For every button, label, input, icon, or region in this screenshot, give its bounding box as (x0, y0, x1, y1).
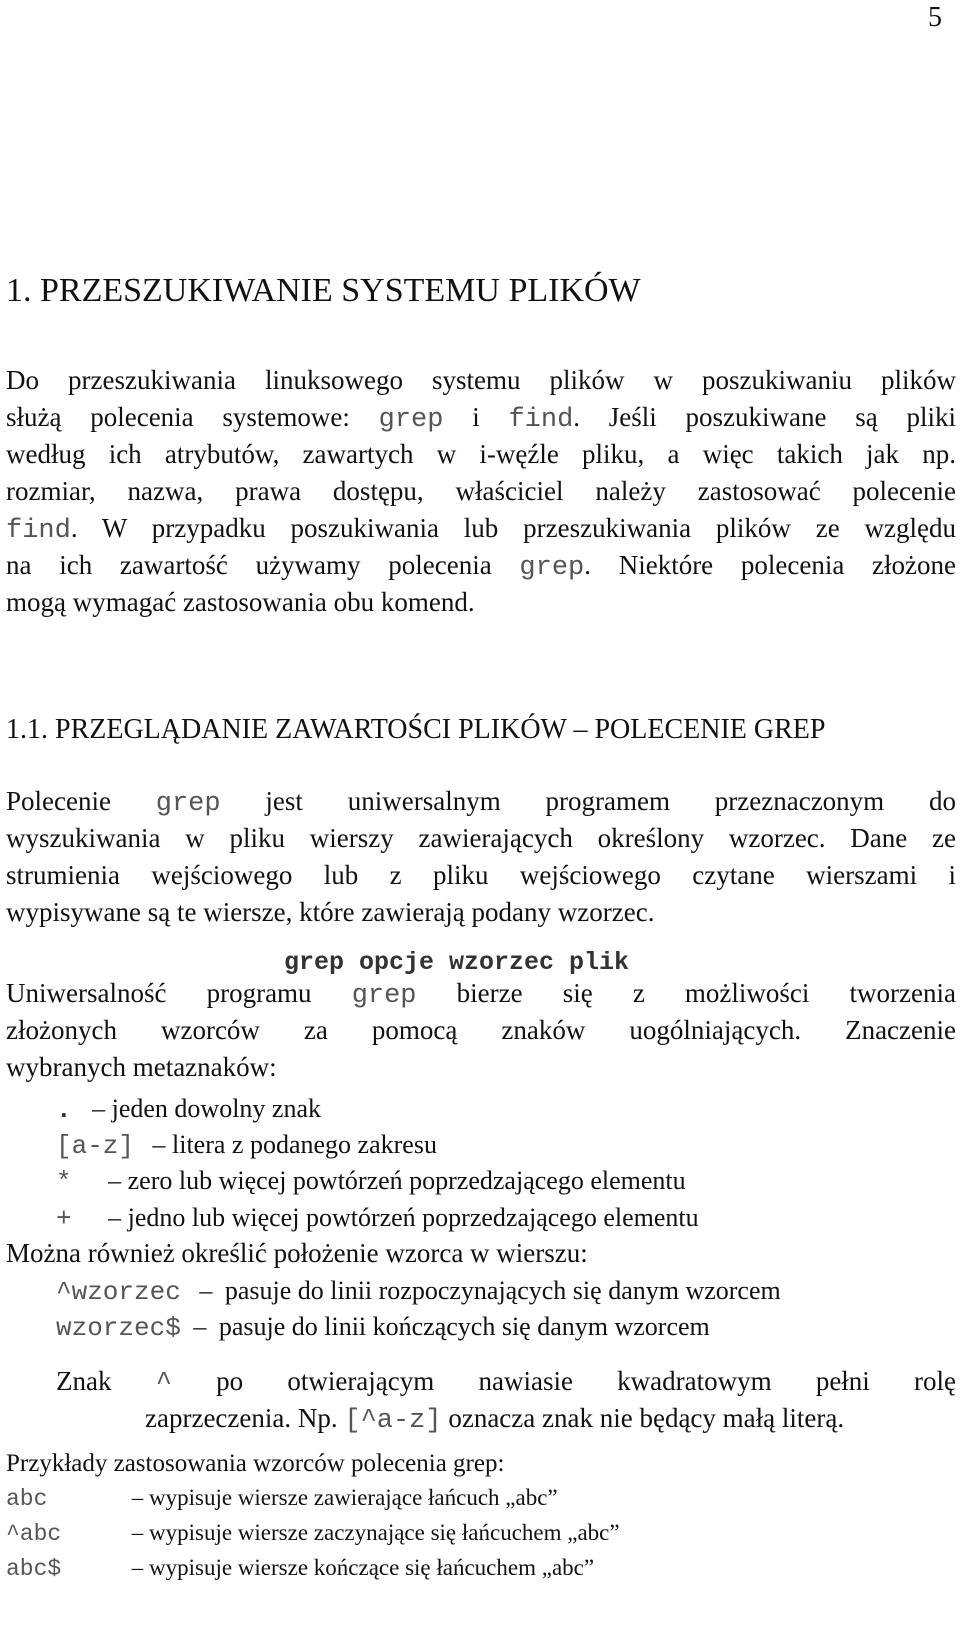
dash: – (131, 1485, 144, 1510)
list-item (56, 1276, 781, 1307)
anchor-desc: pasuje do linii kończących się danym wzorcem (218, 1312, 710, 1341)
note-line (56, 1366, 956, 1399)
text: . Jeśli poszukiwane są pliki (573, 402, 956, 432)
intro-line (6, 513, 956, 546)
text: Polecenie (6, 786, 156, 816)
text: bierze się z możliwości tworzenia (416, 978, 956, 1008)
univ-line: wybranych metaznaków: (6, 1052, 277, 1082)
desc-line: wyszukiwania w pliku wierszy zawierających określony wzorzec. Dane ze (6, 823, 956, 853)
desc-line: strumienia wejściowego lub z pliku wejściowego czytane wierszami i (6, 860, 956, 890)
text: jest uniwersalnym programem przeznaczonym do (220, 786, 956, 816)
page-number: 5 (928, 2, 942, 33)
syntax-line: grep opcje wzorzec plik (284, 948, 630, 977)
intro-line (6, 476, 956, 507)
section-title: 1. PRZESZUKIWANIE SYSTEMU PLIKÓW (6, 272, 641, 309)
examples-title: Przykłady zastosowania wzorców polecenia grep: (6, 1450, 505, 1477)
desc-line: wypisywane są te wiersze, które zawierają podany wzorzec. (6, 897, 655, 927)
univ-line (6, 978, 956, 1011)
text: oznacza znak nie będący małą literą. (441, 1403, 845, 1433)
desc-line (6, 786, 956, 819)
list-item (56, 1166, 686, 1197)
text: . Niektóre polecenia złożone (584, 550, 956, 580)
list-item (56, 1203, 699, 1234)
metachar-desc: litera z podanego zakresu (172, 1130, 437, 1159)
dash: – (199, 1276, 213, 1305)
dash: – (108, 1166, 122, 1195)
dash: – (193, 1312, 207, 1341)
dash: – (92, 1094, 106, 1123)
inline-code-grep: grep (155, 789, 221, 819)
list-item (56, 1312, 710, 1343)
text: służą polecenia systemowe: (6, 402, 379, 432)
text: Uniwersalność programu (6, 978, 352, 1008)
inline-code: ^ (155, 1369, 172, 1399)
metachar-desc: jeden dowolny znak (111, 1094, 321, 1123)
intro-line (6, 587, 475, 618)
list-item (56, 1094, 321, 1125)
example-row (6, 1555, 594, 1582)
text: Do przeszukiwania linuksowego systemu plików w poszukiwaniu plików (6, 365, 956, 395)
example-pattern: abc (6, 1486, 48, 1512)
text: według ich atrybutów, zawartych w i-węźle pliku, a więc takich jak np. (6, 439, 956, 469)
metachar-desc: zero lub więcej powtórzeń poprzedzającego elementu (127, 1166, 686, 1195)
text: . W przypadku poszukiwania lub przeszukiwania plików ze względu (70, 513, 956, 543)
example-pattern: ^abc (6, 1521, 62, 1547)
text: mogą wymagać zastosowania obu komend. (6, 587, 475, 617)
list-item (56, 1130, 437, 1161)
metachar-symbol: . (56, 1095, 72, 1125)
intro-line (6, 365, 956, 396)
intro-line (6, 439, 956, 470)
text: rozmiar, nazwa, prawa dostępu, właściciel należy zastosować polecenie (6, 476, 956, 506)
anchor-symbol: ^wzorzec (56, 1277, 181, 1307)
univ-line: złożonych wzorców za pomocą znaków uogólniających. Znaczenie (6, 1015, 956, 1045)
metachar-symbol: * (56, 1167, 72, 1197)
anchor-desc: pasuje do linii rozpoczynających się danym wzorcem (224, 1276, 781, 1305)
inline-code-grep: grep (378, 405, 444, 435)
example-desc: wypisuje wiersze zaczynające się łańcuchem „abc” (149, 1520, 620, 1545)
example-pattern: abc$ (6, 1556, 62, 1582)
inline-code: [^a-z] (344, 1406, 442, 1436)
metachar-symbol: [a-z] (56, 1131, 135, 1161)
text: zaprzeczenia. Np. (145, 1403, 345, 1433)
text: Znak (56, 1366, 156, 1396)
dash: – (108, 1203, 122, 1232)
example-row (6, 1485, 558, 1512)
metachar-desc: jedno lub więcej powtórzeń poprzedzającego elementu (127, 1203, 699, 1232)
intro-line (6, 402, 956, 435)
position-intro: Można również określić położenie wzorca w wierszu: (6, 1238, 588, 1268)
text: po otwierającym nawiasie kwadratowym pełni rolę (171, 1366, 956, 1396)
text: na ich zawartość używamy polecenia (6, 550, 520, 580)
subsection-title: 1.1. PRZEGLĄDANIE ZAWARTOŚCI PLIKÓW – POLECENIE GREP (6, 714, 826, 745)
anchor-symbol: wzorzec$ (56, 1313, 181, 1343)
intro-line (6, 550, 956, 583)
inline-code-find: find (508, 405, 574, 435)
metachar-symbol: + (56, 1204, 72, 1234)
inline-code-find: find (6, 516, 71, 546)
example-desc: wypisuje wiersze kończące się łańcuchem „abc” (149, 1555, 595, 1580)
dash: – (131, 1555, 144, 1580)
dash: – (131, 1520, 144, 1545)
text: i (443, 402, 509, 432)
example-row (6, 1520, 620, 1547)
note-line (145, 1403, 844, 1436)
example-desc: wypisuje wiersze zawierające łańcuch „abc” (149, 1485, 558, 1510)
dash: – (152, 1130, 166, 1159)
inline-code-grep: grep (519, 553, 585, 583)
inline-code-grep: grep (351, 981, 417, 1011)
